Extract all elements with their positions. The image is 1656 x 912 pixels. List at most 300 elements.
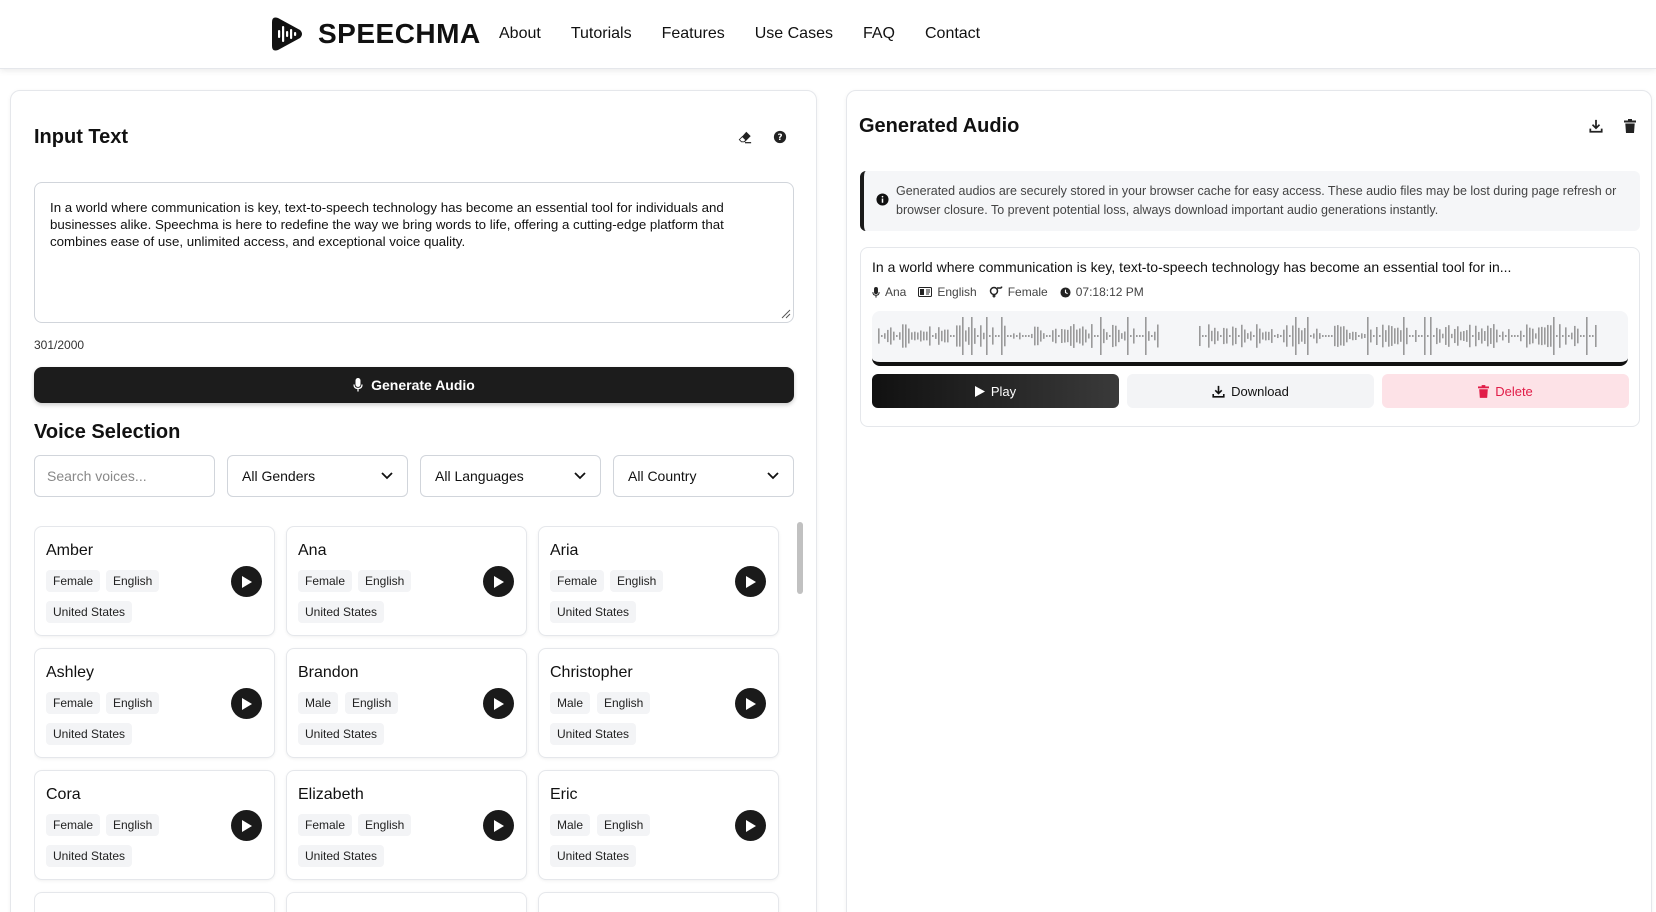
nav-features[interactable]: Features [661, 25, 725, 42]
voice-preview-button[interactable] [483, 566, 514, 597]
gender-select-value: All Genders [242, 468, 316, 484]
waveform-bar [1064, 329, 1066, 342]
waveform-bar [1142, 335, 1144, 337]
voice-selection-title: Voice Selection [34, 421, 181, 443]
waveform-bar [1277, 334, 1279, 338]
play-icon [745, 576, 756, 588]
waveform-bar [1550, 325, 1552, 346]
waveform-bar [1472, 335, 1474, 337]
waveform-bar [1217, 331, 1219, 341]
waveform-bar [962, 317, 964, 355]
waveform-bar [1364, 334, 1366, 338]
waveform-bar [1451, 334, 1453, 338]
waveform-bar [884, 333, 886, 339]
waveform-bar [1130, 335, 1132, 337]
meta-voice-value: Ana [885, 285, 907, 299]
waveform-bar [944, 330, 946, 343]
voice-gender-tag: Male [298, 692, 338, 714]
waveform-bar [1001, 317, 1003, 355]
voice-name: Ana [298, 542, 327, 559]
play-icon [493, 576, 504, 588]
waveform-bar [1028, 335, 1030, 337]
waveform-bar [968, 327, 970, 345]
voice-card[interactable] [286, 770, 527, 880]
waveform-bar [992, 327, 994, 344]
waveform-bar [1538, 327, 1540, 344]
waveform-bar [1565, 327, 1567, 344]
waveform-bar [1346, 330, 1348, 343]
language-icon [918, 287, 932, 297]
waveform-bar [1235, 328, 1237, 344]
voice-gender-tag: Male [550, 814, 590, 836]
waveform-bar [1481, 328, 1483, 343]
waveform-bar [1307, 317, 1309, 355]
waveform-bar [1379, 335, 1381, 337]
waveform-bar [1271, 329, 1273, 343]
waveform-bar [878, 328, 880, 343]
waveform-bar [1508, 329, 1510, 343]
waveform-bar [1469, 325, 1471, 347]
waveform-bar [1070, 326, 1072, 346]
nav-faq[interactable]: FAQ [862, 25, 895, 42]
waveform-bar [935, 333, 937, 339]
voice-name: Christopher [550, 664, 633, 681]
play-icon [241, 698, 252, 710]
help-icon[interactable] [769, 126, 791, 148]
voice-country-tag: United States [298, 723, 384, 745]
waveform-bar [1019, 333, 1021, 340]
waveform-bar [1568, 335, 1570, 337]
waveform-bar [1427, 335, 1429, 337]
waveform-bar [1136, 335, 1138, 337]
voice-preview-button[interactable] [735, 566, 766, 597]
resize-grip-icon[interactable] [781, 309, 791, 319]
waveform-bar [1409, 335, 1411, 337]
chevron-down-icon [574, 472, 586, 480]
waveform-bar [1433, 335, 1435, 337]
waveform-bar [1211, 331, 1213, 341]
waveform-bar [923, 332, 925, 341]
play-label: Play [990, 383, 1017, 399]
waveform-bar [1304, 328, 1306, 344]
waveform-bar [1313, 333, 1315, 338]
waveform-bar [1502, 332, 1504, 341]
waveform-bar [1076, 330, 1078, 343]
waveform-bar [1055, 329, 1057, 344]
waveform-bar [1022, 335, 1024, 337]
waveform-bar [1580, 335, 1582, 337]
waveform-bar [1061, 329, 1063, 343]
voice-country-tag: United States [550, 723, 636, 745]
waveform-bar [1367, 317, 1369, 355]
play-button[interactable] [872, 374, 1119, 408]
waveform-bar [965, 330, 967, 341]
waveform-bar [1058, 335, 1060, 337]
waveform-bar [1133, 328, 1135, 343]
voice-card[interactable] [538, 770, 779, 880]
waveform-bar [1082, 326, 1084, 345]
play-icon [493, 698, 504, 710]
info-icon [876, 193, 889, 206]
waveform-bar [1241, 325, 1243, 347]
waveform-bar [1229, 335, 1231, 337]
audio-item-meta [872, 285, 1156, 299]
waveform-bar [1262, 332, 1264, 339]
waveform-bar [1487, 326, 1489, 347]
waveform-bar [917, 332, 919, 339]
waveform-bar [1088, 333, 1090, 338]
play-icon [241, 576, 252, 588]
waveform-bar [1400, 330, 1402, 342]
waveform-bar [1448, 325, 1450, 347]
waveform-bar [1532, 329, 1534, 344]
waveform-bar [1094, 335, 1096, 337]
waveform-bar [887, 330, 889, 342]
waveform-bar [1556, 335, 1558, 337]
waveform-bar [1322, 335, 1324, 337]
top-header [0, 0, 1656, 69]
waveform-bar [1352, 332, 1354, 340]
voice-language-tag: English [597, 692, 650, 714]
waveform-bar [920, 330, 922, 341]
waveform-bar [1571, 333, 1573, 340]
waveform-bar [1223, 328, 1225, 344]
voice-preview-button[interactable] [231, 688, 262, 719]
waveform-bar [1583, 335, 1585, 337]
waveform-bar [890, 327, 892, 344]
waveform-bar [1250, 332, 1252, 341]
waveform-bar [1208, 324, 1210, 347]
play-icon [975, 386, 985, 397]
waveform-bar [1586, 317, 1588, 355]
waveform-bar [1280, 335, 1282, 337]
waveform-bar [1109, 335, 1111, 337]
voice-list-scrollbar[interactable] [797, 516, 805, 912]
waveform-bar [995, 335, 997, 337]
waveform-bar [950, 335, 952, 337]
voice-country-tag: United States [46, 601, 132, 623]
waveform-bar [1499, 335, 1501, 337]
waveform-bar [1382, 325, 1384, 348]
waveform-bar [893, 332, 895, 341]
waveform-bar [1418, 335, 1420, 337]
voice-gender-tag: Female [298, 570, 352, 592]
waveform-bar [1127, 317, 1129, 355]
voice-card[interactable] [538, 648, 779, 758]
voice-gender-tag: Female [298, 814, 352, 836]
voice-language-tag: English [358, 570, 411, 592]
waveform-bar [1106, 332, 1108, 340]
waveform-bar [1490, 328, 1492, 344]
voice-country-tag: United States [298, 845, 384, 867]
nav-contact[interactable]: Contact [924, 25, 981, 42]
waveform-bar [1445, 327, 1447, 345]
waveform-bar [1334, 326, 1336, 346]
download-all-icon[interactable] [1585, 115, 1607, 137]
voice-preview-button[interactable] [231, 810, 262, 841]
waveform-bar [1388, 325, 1390, 346]
waveform-bar [1463, 331, 1465, 341]
waveform-bar [1415, 330, 1417, 342]
waveform-bar [956, 325, 958, 346]
voice-card[interactable] [538, 526, 779, 636]
waveform-bar [1535, 333, 1537, 338]
waveform-bar [1349, 333, 1351, 339]
waveform-bar [1004, 326, 1006, 347]
trash-icon [1478, 385, 1489, 398]
waveform-bar [902, 324, 904, 347]
meta-language [918, 285, 976, 299]
audio-waveform[interactable] [872, 311, 1628, 366]
nav-about[interactable]: About [499, 25, 541, 42]
waveform-bar [971, 317, 973, 355]
waveform-bar [1025, 335, 1027, 337]
meta-time [1060, 285, 1144, 299]
waveform-bar [1358, 335, 1360, 337]
waveform-bar [1283, 330, 1285, 343]
generate-audio-label: Generate Audio [371, 377, 475, 393]
microphone-icon [353, 378, 363, 392]
waveform-bar [947, 330, 949, 343]
meta-language-value: English [937, 285, 977, 299]
language-select[interactable] [420, 455, 601, 497]
output-title: Generated Audio [859, 115, 1020, 137]
nav-use-cases[interactable]: Use Cases [754, 25, 833, 42]
waveform-bar [1457, 326, 1459, 345]
waveform-bar [1151, 335, 1153, 337]
waveform-bar [1100, 317, 1102, 355]
waveform-bar [1220, 335, 1222, 337]
country-select[interactable] [613, 455, 794, 497]
waveform-bar [1319, 333, 1321, 339]
waveform-bar [1115, 326, 1117, 347]
text-input[interactable] [34, 182, 794, 323]
voice-language-tag: English [358, 814, 411, 836]
generate-audio-button[interactable] [34, 367, 794, 403]
voice-country-tag: United States [550, 845, 636, 867]
waveform-bar [1442, 334, 1444, 339]
waveform-bar [1559, 324, 1561, 348]
waveform-bar [977, 335, 979, 337]
voice-search-input[interactable] [34, 455, 215, 497]
waveform-bar [1370, 330, 1372, 343]
voice-card[interactable] [538, 892, 779, 912]
waveform-bar [1406, 328, 1408, 344]
waveform-bar [1034, 327, 1036, 346]
language-select-value: All Languages [435, 468, 524, 484]
waveform-bar [932, 335, 934, 337]
waveform-bar [1067, 330, 1069, 342]
waveform-bar [1205, 335, 1207, 337]
microphone-icon [872, 287, 880, 298]
voice-card[interactable] [286, 526, 527, 636]
waveform-bar [1361, 333, 1363, 338]
waveform-bar [941, 331, 943, 341]
storage-notice [860, 171, 1640, 231]
waveform-bar [1523, 335, 1525, 337]
voice-card[interactable] [34, 770, 275, 880]
waveform-bar [1010, 335, 1012, 337]
waveform-bar [1553, 317, 1555, 355]
main-nav [499, 0, 1010, 68]
waveform-bar [1238, 335, 1240, 337]
waveform-bar [1289, 335, 1291, 337]
waveform-bar [1328, 335, 1330, 337]
waveform-bar [1475, 326, 1477, 347]
voice-card[interactable] [34, 526, 275, 636]
download-button[interactable] [1127, 374, 1374, 408]
waveform-bar [986, 317, 988, 355]
waveform-graphic [872, 311, 1628, 362]
waveform-bar [1298, 328, 1300, 344]
play-icon [241, 820, 252, 832]
waveform-bar [1541, 327, 1543, 345]
meta-gender [989, 285, 1048, 299]
waveform-bar [1085, 330, 1087, 343]
svg-text:?: ? [777, 133, 783, 144]
waveform-bar [1013, 333, 1015, 338]
char-counter: 301/2000 [34, 338, 85, 352]
voice-preview-button[interactable] [735, 810, 766, 841]
audio-item-title: In a world where communication is key, text-to-speech technology has become an essential tool for in... [872, 259, 1512, 275]
voice-country-tag: United States [46, 845, 132, 867]
voice-card[interactable] [34, 892, 275, 912]
waveform-bar [1301, 330, 1303, 341]
meta-time-value: 07:18:12 PM [1075, 285, 1144, 299]
gender-select[interactable] [227, 455, 408, 497]
waveform-bar [1526, 324, 1528, 347]
country-select-value: All Country [628, 468, 697, 484]
voice-name: Elizabeth [298, 786, 364, 803]
waveform-bar [1310, 335, 1312, 337]
waveform-bar [938, 327, 940, 345]
waveform-bar [1049, 335, 1051, 337]
waveform-bar [1562, 335, 1564, 337]
waveform-bar [1511, 335, 1513, 337]
voice-gender-tag: Female [46, 692, 100, 714]
waveform-bar [1331, 335, 1333, 337]
brand-name: SPEECHMA [318, 18, 481, 49]
voice-country-tag: United States [46, 723, 132, 745]
waveform-bar [1118, 330, 1120, 342]
trash-all-icon[interactable] [1619, 115, 1641, 137]
waveform-bar [1154, 332, 1156, 341]
waveform-bar [1589, 335, 1591, 337]
voice-name: Cora [46, 786, 81, 803]
delete-label: Delete [1495, 383, 1533, 399]
waveform-bar [1340, 327, 1342, 346]
waveform-bar [1199, 326, 1201, 346]
waveform-bar [974, 328, 976, 344]
waveform-bar [1079, 328, 1081, 343]
voice-name: Eric [550, 786, 578, 803]
voice-preview-button[interactable] [483, 810, 514, 841]
voice-language-tag: English [106, 814, 159, 836]
voice-card[interactable] [34, 648, 275, 758]
waveform-bar [1373, 335, 1375, 337]
waveform-bar [1343, 326, 1345, 346]
scrollbar-thumb[interactable] [797, 522, 803, 594]
voice-name: Ashley [46, 664, 95, 681]
voice-language-tag: English [106, 570, 159, 592]
waveform-bar [989, 335, 991, 337]
waveform-bar [1139, 335, 1141, 337]
download-icon [1212, 385, 1225, 398]
waveform-bar [1145, 317, 1147, 355]
waveform-bar [1421, 335, 1423, 337]
clock-icon [1060, 287, 1071, 298]
waveform-bar [1397, 328, 1399, 345]
voice-language-tag: English [597, 814, 650, 836]
voice-preview-button[interactable] [735, 688, 766, 719]
waveform-bar [1247, 333, 1249, 339]
waveform-bar [953, 335, 955, 337]
waveform-bar [1007, 335, 1009, 337]
waveform-bar [1376, 327, 1378, 345]
eraser-icon[interactable] [734, 126, 756, 148]
waveform-bar [1265, 332, 1267, 341]
input-title: Input Text [34, 126, 129, 148]
waveform-bar [1337, 325, 1339, 347]
waveform-bar [1274, 335, 1276, 337]
waveform-bar [1259, 329, 1261, 344]
waveform-bar [908, 328, 910, 343]
waveform-bar [1478, 332, 1480, 340]
waveform-bar [1454, 329, 1456, 343]
storage-notice-text: Generated audios are securely stored in your browser cache for easy access. These audio files may be lost during page refresh or browser closure. To prevent potential loss, always download important audio generations instantly. [896, 184, 1617, 217]
logo[interactable] [270, 16, 481, 52]
waveform-bar [896, 335, 898, 337]
voice-language-tag: English [345, 692, 398, 714]
waveform-bar [1403, 317, 1405, 355]
waveform-bar [1325, 335, 1327, 337]
waveform-bar [1547, 325, 1549, 347]
waveform-bar [1256, 324, 1258, 348]
waveform-bar [1232, 327, 1234, 346]
waveform-bar [1043, 333, 1045, 339]
logo-mark-icon [270, 16, 304, 52]
waveform-bar [1424, 317, 1426, 355]
meta-gender-value: Female [1007, 285, 1048, 299]
voice-gender-tag: Female [46, 570, 100, 592]
waveform-bar [1595, 325, 1597, 347]
waveform-bar [1466, 330, 1468, 342]
waveform-bar [1226, 328, 1228, 343]
voice-preview-button[interactable] [483, 688, 514, 719]
waveform-bar [1016, 335, 1018, 337]
waveform-bar [1493, 324, 1495, 348]
voice-preview-button[interactable] [231, 566, 262, 597]
waveform-bar [911, 332, 913, 339]
output-panel [846, 90, 1652, 912]
voice-card[interactable] [286, 892, 527, 912]
delete-button[interactable] [1382, 374, 1629, 408]
waveform-bar [1592, 335, 1594, 337]
waveform-bar [1439, 329, 1441, 342]
waveform-bar [1286, 325, 1288, 346]
nav-tutorials[interactable]: Tutorials [570, 25, 632, 42]
waveform-bar [1040, 330, 1042, 341]
waveform-bar [1574, 326, 1576, 346]
waveform-bar [1529, 328, 1531, 345]
voice-name: Brandon [298, 664, 359, 681]
waveform-bar [1091, 324, 1093, 348]
play-icon [493, 820, 504, 832]
waveform-bar [1436, 328, 1438, 344]
waveform-bar [1355, 332, 1357, 340]
voice-card[interactable] [286, 648, 527, 758]
waveform-bar [1037, 327, 1039, 345]
